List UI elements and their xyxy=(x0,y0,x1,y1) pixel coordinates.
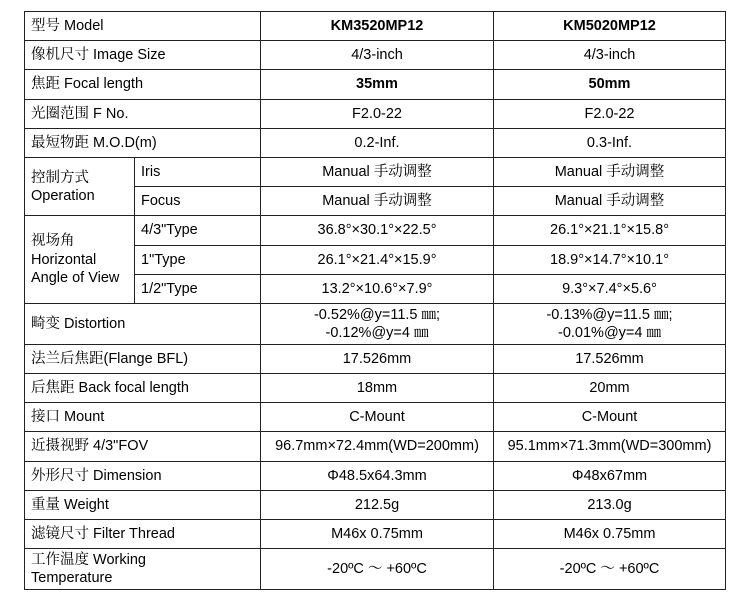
working-temp-label xyxy=(25,549,261,590)
fov-label: 近摄视野 4/3"FOV xyxy=(25,432,261,461)
image-size-label: 像机尺寸 Image Size xyxy=(25,41,261,70)
back-focal-label: 后焦距 Back focal length xyxy=(25,374,261,403)
mount-v2: C-Mount xyxy=(494,403,726,432)
dimension-v2: Φ48x67mm xyxy=(494,461,726,490)
filter-thread-v1: M46x 0.75mm xyxy=(261,520,494,549)
aov-label-en1: Horizontal xyxy=(31,251,97,268)
weight-label: 重量 Weight xyxy=(25,490,261,519)
row-f-no xyxy=(25,99,726,128)
working-temp-v2: -20ºC ～ +60ºC xyxy=(494,549,726,590)
row-working-temp xyxy=(25,549,726,590)
distortion-v1-line1: -0.52%@y=11.5 ㎜; xyxy=(313,306,441,323)
row-focal-length xyxy=(25,70,726,99)
image-size-v2: 4/3-inch xyxy=(494,41,726,70)
row-filter-thread xyxy=(25,520,726,549)
aov-v1: 36.8°×30.1°×22.5° xyxy=(261,216,494,245)
focus-v1: Manual 手动调整 xyxy=(261,187,494,216)
back-focal-v1: 18mm xyxy=(261,374,494,403)
row-iris xyxy=(25,157,726,186)
aov-v2: 9.3°×7.4°×5.6° xyxy=(494,274,726,303)
model-col2: KM5020MP12 xyxy=(494,12,726,41)
row-back-focal xyxy=(25,374,726,403)
aov-label-en2: Angle of View xyxy=(31,269,120,286)
back-focal-v2: 20mm xyxy=(494,374,726,403)
row-dimension xyxy=(25,461,726,490)
dimension-label: 外形尺寸 Dimension xyxy=(25,461,261,490)
distortion-v1-line2: -0.12%@y=4 ㎜ xyxy=(325,324,429,341)
mod-label: 最短物距 M.O.D(m) xyxy=(25,128,261,157)
working-temp-label-line2: Temperature xyxy=(31,570,113,587)
fov-v1: 96.7mm×72.4mm(WD=200mm) xyxy=(261,432,494,461)
aov-v1: 13.2°×10.6°×7.9° xyxy=(261,274,494,303)
flange-bfl-v1: 17.526mm xyxy=(261,344,494,373)
aov-type: 1"Type xyxy=(135,245,261,274)
operation-label xyxy=(25,157,135,215)
distortion-v2-line1: -0.13%@y=11.5 ㎜; xyxy=(546,306,673,323)
row-model xyxy=(25,12,726,41)
aov-type: 4/3"Type xyxy=(135,216,261,245)
focus-v2: Manual 手动调整 xyxy=(494,187,726,216)
working-temp-label-line1: 工作温度 Working xyxy=(31,552,146,569)
working-temp-v1: -20ºC ～ +60ºC xyxy=(261,549,494,590)
mount-label: 接口 Mount xyxy=(25,403,261,432)
dimension-v1: Φ48.5x64.3mm xyxy=(261,461,494,490)
fov-v2: 95.1mm×71.3mm(WD=300mm) xyxy=(494,432,726,461)
f-no-v2: F2.0-22 xyxy=(494,99,726,128)
distortion-v1 xyxy=(261,303,494,344)
focal-length-label: 焦距 Focal length xyxy=(25,70,261,99)
iris-label: Iris xyxy=(135,157,261,186)
image-size-v1: 4/3-inch xyxy=(261,41,494,70)
weight-v2: 213.0g xyxy=(494,490,726,519)
spec-table xyxy=(24,11,726,590)
filter-thread-label: 滤镜尺寸 Filter Thread xyxy=(25,520,261,549)
focal-length-v1: 35mm xyxy=(261,70,494,99)
distortion-label: 畸变 Distortion xyxy=(25,303,261,344)
model-label: 型号 Model xyxy=(25,12,261,41)
row-aov-43 xyxy=(25,216,726,245)
angle-of-view-label xyxy=(25,216,135,304)
operation-label-cn: 控制方式 xyxy=(31,169,89,186)
row-distortion xyxy=(25,303,726,344)
distortion-v2 xyxy=(494,303,726,344)
aov-label-cn: 视场角 xyxy=(31,233,75,250)
aov-v2: 18.9°×14.7°×10.1° xyxy=(494,245,726,274)
focal-length-v2: 50mm xyxy=(494,70,726,99)
filter-thread-v2: M46x 0.75mm xyxy=(494,520,726,549)
row-image-size xyxy=(25,41,726,70)
row-weight xyxy=(25,490,726,519)
mount-v1: C-Mount xyxy=(261,403,494,432)
mod-v1: 0.2-Inf. xyxy=(261,128,494,157)
row-flange-bfl xyxy=(25,344,726,373)
iris-v1: Manual 手动调整 xyxy=(261,157,494,186)
aov-v1: 26.1°×21.4°×15.9° xyxy=(261,245,494,274)
flange-bfl-label: 法兰后焦距(Flange BFL) xyxy=(25,344,261,373)
mod-v2: 0.3-Inf. xyxy=(494,128,726,157)
f-no-label: 光圈范围 F No. xyxy=(25,99,261,128)
aov-v2: 26.1°×21.1°×15.8° xyxy=(494,216,726,245)
weight-v1: 212.5g xyxy=(261,490,494,519)
iris-v2: Manual 手动调整 xyxy=(494,157,726,186)
model-col1: KM3520MP12 xyxy=(261,12,494,41)
row-fov xyxy=(25,432,726,461)
aov-type: 1/2"Type xyxy=(135,274,261,303)
f-no-v1: F2.0-22 xyxy=(261,99,494,128)
row-mount xyxy=(25,403,726,432)
row-mod xyxy=(25,128,726,157)
operation-label-en: Operation xyxy=(31,187,95,204)
flange-bfl-v2: 17.526mm xyxy=(494,344,726,373)
distortion-v2-line2: -0.01%@y=4 ㎜ xyxy=(558,324,661,341)
focus-label: Focus xyxy=(135,187,261,216)
